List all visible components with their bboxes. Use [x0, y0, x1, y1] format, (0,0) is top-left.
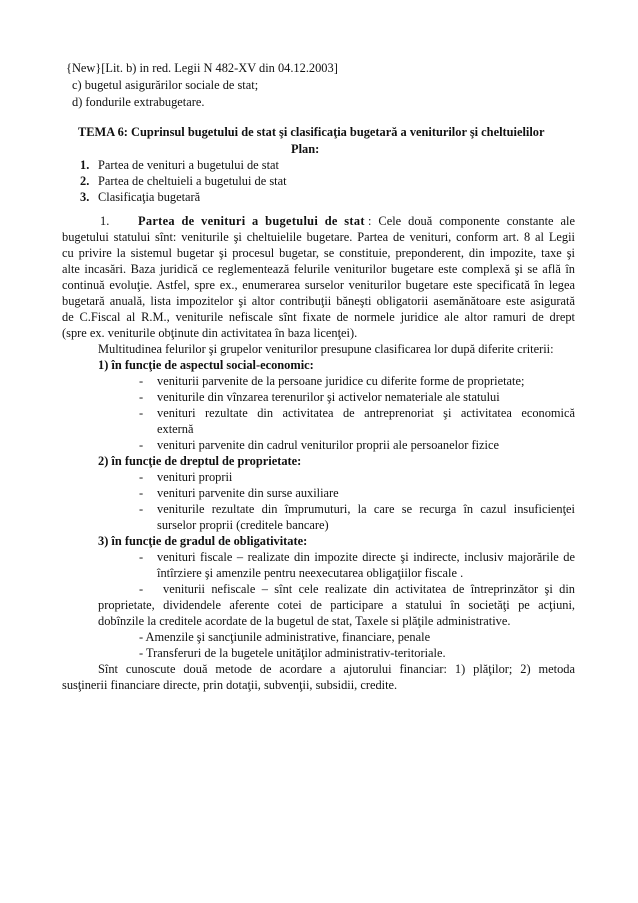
plan-item-text: Partea de cheltuieli a bugetului de stat: [98, 174, 287, 188]
paragraph-line: bugetului statului sînt: veniturile şi cheltuielile bugetare. Partea de venituri, conform art. 8 al Legii: [62, 230, 575, 244]
paragraph-line: (spre ex. veniturile obţinute din activitatea în baza licenţei).: [62, 326, 358, 340]
dash-bullet: -: [139, 550, 144, 564]
criterion-item: veniturile rezultate din împrumuturi, la care se recurga în cazul insuficienţei: [157, 502, 575, 516]
criterion-label: 1) în funcţie de aspectul social-economic:: [98, 358, 314, 372]
criterion-item: venituri parvenite din surse auxiliare: [157, 486, 339, 500]
plan-item-text: Partea de venituri a bugetului de stat: [98, 158, 279, 172]
paragraph-line: alte incasări. Baza juridică ce reglementează felurile veniturilor bugetare este complexă şi se află în: [62, 262, 575, 276]
nonfiscal-item: veniturii nefiscale – sînt cele realizate din activitatea de întreprinzător şi din: [163, 582, 575, 596]
dash-bullet: -: [139, 374, 144, 388]
extra-item: - Transferuri de la bugetele unităţilor administrativ-teritoriale.: [139, 646, 446, 660]
extra-item: - Amenzile şi sancţiunile administrative, financiare, penale: [139, 630, 431, 644]
criterion-item: venituri proprii: [157, 470, 233, 484]
section-heading: Partea de venituri a bugetului de stat: [138, 214, 365, 228]
paragraph-line: continuă evoluţie. Astfel, spre ex., enumerarea surselor veniturilor bugetare este specificată în legea: [62, 278, 575, 292]
section-number: 1.: [100, 214, 110, 228]
dash-bullet: -: [139, 502, 144, 516]
criterion-item: veniturile din vînzarea terenurilor şi activelor nemateriale ale statului: [157, 390, 500, 404]
closing-line: Sînt cunoscute două metode de acordare a ajutorului financiar: 1) plăţilor; 2) metoda: [98, 662, 575, 676]
criterion-item-cont: externă: [157, 422, 194, 436]
plan-item-number: 1.: [80, 158, 90, 172]
criterion-item: venituri parvenite din cadrul veniturilor proprii ale persoanelor fizice: [157, 438, 499, 452]
criterion-label: 2) în funcţie de dreptul de proprietate:: [98, 454, 302, 468]
dash-bullet: -: [139, 486, 144, 500]
plan-label: Plan:: [291, 142, 320, 156]
dash-bullet: -: [139, 390, 144, 404]
list-item-d: d) fondurile extrabugetare.: [72, 95, 205, 109]
plan-item-text: Clasificaţia bugetară: [98, 190, 201, 204]
nonfiscal-item-cont: proprietate, dividendele aferente cotei de participare a statului în societăţi pe acţiuni,: [98, 598, 575, 612]
dash-bullet: -: [139, 582, 144, 596]
paragraph-line: de C.Fiscal al R.M., veniturile nefiscale sînt fixate de normele juridice ale altor ramuri de drept: [62, 310, 575, 324]
paragraph-line: cu privire la sistemul bugetar şi procesul bugetar, se constituie, preponderent, din impozite, taxe şi: [62, 246, 575, 260]
dash-bullet: -: [139, 470, 144, 484]
criterion-item-cont: întîrziere şi amenzile pentru neexecutarea obligaţiilor fiscale .: [157, 566, 464, 580]
nonfiscal-item-cont: dobînzile la creditele acordate de la bugetul de stat, Taxele si plăţile administrative.: [98, 614, 511, 628]
criterion-item: venituri rezultate din activitatea de antreprenoriat şi activitatea economică: [157, 406, 575, 420]
criterion-item: veniturii parvenite de la persoane juridice cu diferite forme de proprietate;: [157, 374, 525, 388]
criterion-item: venituri fiscale – realizate din impozite directe şi indirecte, inclusiv majorările de: [157, 550, 575, 564]
criterion-label: 3) în funcţie de gradul de obligativitate:: [98, 534, 308, 548]
classification-intro: Multitudinea felurilor şi grupelor veniturilor presupune clasificarea lor după diferite criterii:: [98, 342, 554, 356]
criterion-item-cont: surselor proprii (creditele bancare): [157, 518, 329, 532]
amendment-note: {New}[Lit. b) in red. Legii N 482-XV din 04.12.2003]: [66, 61, 338, 75]
dash-bullet: -: [139, 406, 144, 420]
paragraph-line: bugetară anuală, lista impozitelor şi altor contribuţii băneşti obligatorii asemănătoare este asigurată: [62, 294, 575, 308]
dash-bullet: -: [139, 438, 144, 452]
paragraph-line: : Cele două componente constante ale: [368, 214, 575, 228]
closing-line: susţinerii financiare directe, prin dotaţii, subvenţii, subsidii, credite.: [62, 678, 398, 692]
topic-title: TEMA 6: Cuprinsul bugetului de stat şi clasificaţia bugetară a veniturilor şi cheltuielilor: [78, 125, 545, 139]
plan-item-number: 3.: [80, 190, 90, 204]
plan-item-number: 2.: [80, 174, 90, 188]
list-item-c: c) bugetul asigurărilor sociale de stat;: [72, 78, 259, 92]
